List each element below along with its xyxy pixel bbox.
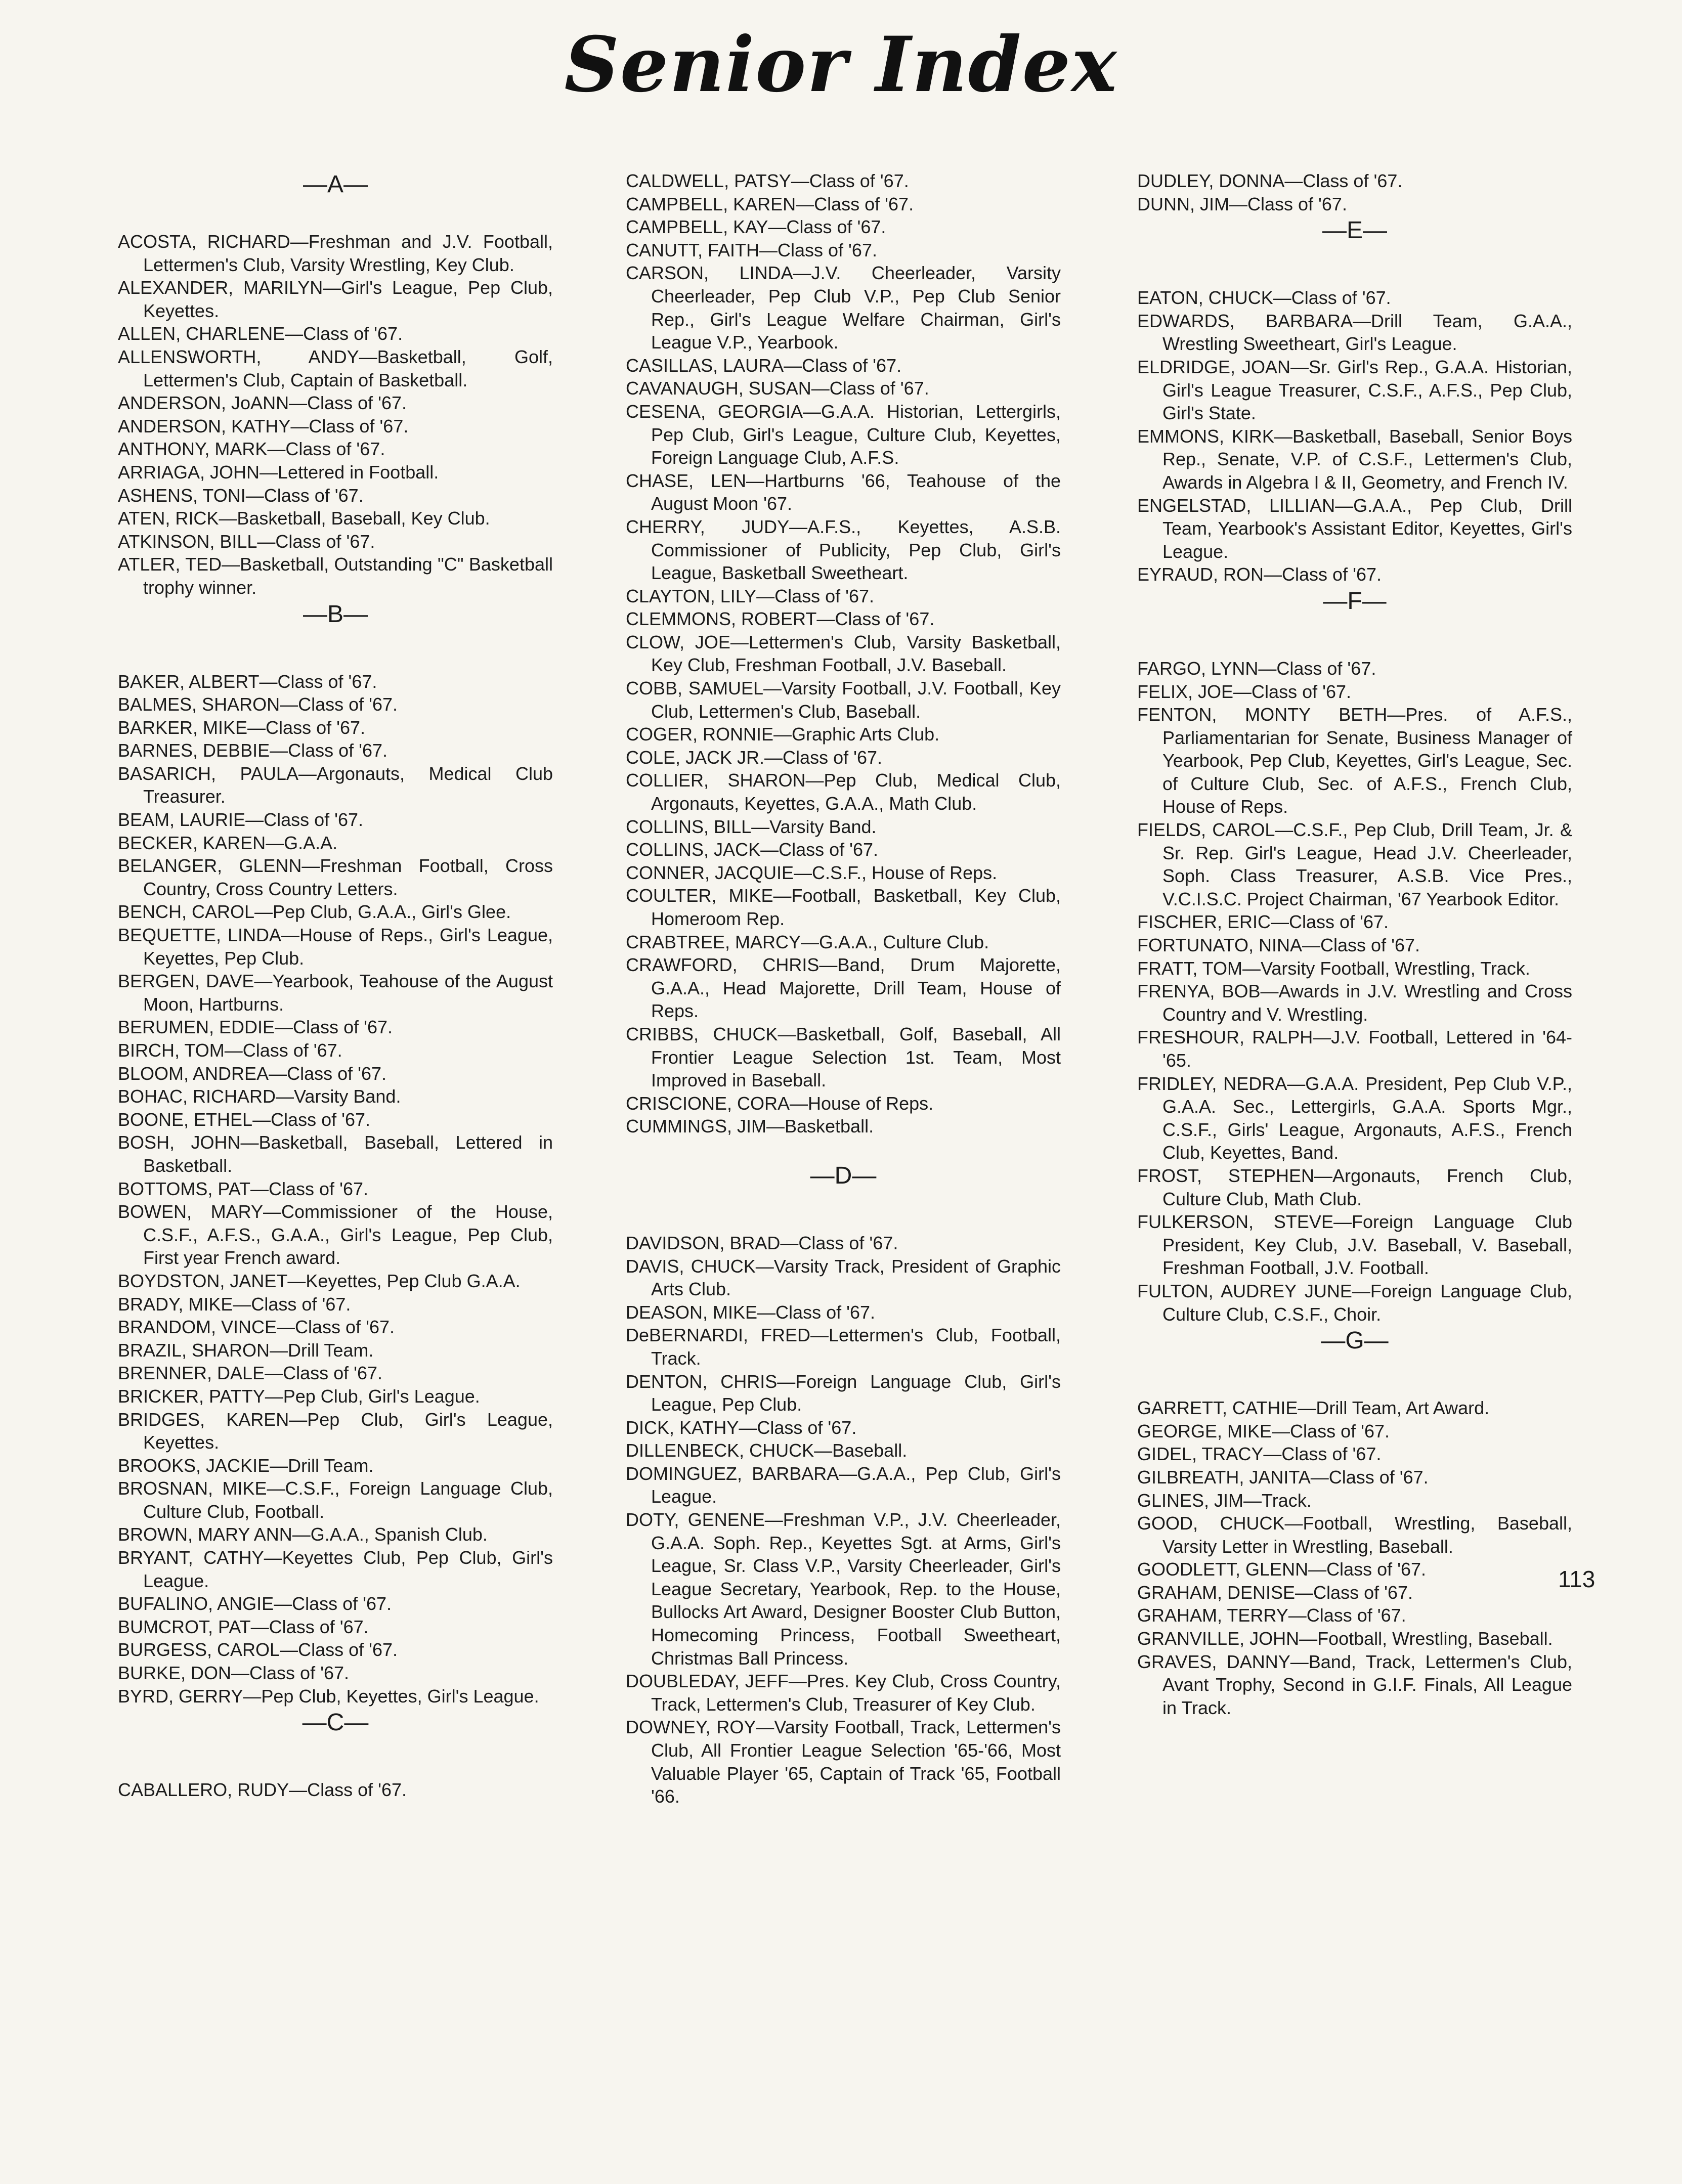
index-entry: FISCHER, ERIC—Class of '67.: [1137, 911, 1389, 933]
index-entry: CABALLERO, RUDY—Class of '67.: [118, 1779, 407, 1801]
index-entry: BARKER, MIKE—Class of '67.: [118, 717, 366, 738]
section-letter-heading: —D—: [810, 1162, 877, 1189]
index-entry: DUDLEY, DONNA—Class of '67.: [1137, 170, 1403, 191]
index-entry: DICK, KATHY—Class of '67.: [626, 1417, 857, 1438]
index-entry: BLOOM, ANDREA—Class of '67.: [118, 1063, 387, 1084]
section-letter-heading: —C—: [302, 1709, 369, 1736]
index-entry: CESENA, GEORGIA—G.A.A. Historian, Lettergirls, Pep Club, Girl's League, Culture Club, Keyettes, Foreign Language Club, A.F.S.: [626, 401, 1061, 468]
index-entry: GOOD, CHUCK—Football, Wrestling, Baseball, Varsity Letter in Wrestling, Baseball.: [1137, 1513, 1572, 1557]
section-spacer: [626, 1138, 1061, 1161]
index-entry: DOMINGUEZ, BARBARA—G.A.A., Pep Club, Girl's League.: [626, 1463, 1061, 1507]
index-entry: ALLEN, CHARLENE—Class of '67.: [118, 323, 403, 344]
index-entry: BROSNAN, MIKE—C.S.F., Foreign Language Club, Culture Club, Football.: [118, 1478, 553, 1522]
index-entry: CHERRY, JUDY—A.F.S., Keyettes, A.S.B. Commissioner of Publicity, Pep Club, Girl's League, Basketball Sweetheart.: [626, 516, 1061, 584]
index-entry: ACOSTA, RICHARD—Freshman and J.V. Football, Lettermen's Club, Varsity Wrestling, Key Club.: [118, 231, 553, 275]
index-entry: BASARICH, PAULA—Argonauts, Medical Club Treasurer.: [118, 763, 553, 807]
index-entry: FROST, STEPHEN—Argonauts, French Club, Culture Club, Math Club.: [1137, 1165, 1572, 1209]
page-number: 113: [1558, 1566, 1595, 1592]
index-entry: COBB, SAMUEL—Varsity Football, J.V. Football, Key Club, Lettermen's Club, Baseball.: [626, 678, 1061, 722]
index-entry: ENGELSTAD, LILLIAN—G.A.A., Pep Club, Drill Team, Yearbook's Assistant Editor, Keyettes, Girl's League.: [1137, 495, 1572, 562]
index-entry: BROOKS, JACKIE—Drill Team.: [118, 1455, 374, 1476]
index-entry: DILLENBECK, CHUCK—Baseball.: [626, 1440, 908, 1461]
index-entry: BERGEN, DAVE—Yearbook, Teahouse of the August Moon, Hartburns.: [118, 971, 553, 1015]
index-entry: BELANGER, GLENN—Freshman Football, Cross Country, Cross Country Letters.: [118, 855, 553, 899]
index-entry: CHASE, LEN—Hartburns '66, Teahouse of the August Moon '67.: [626, 470, 1061, 514]
index-entry: FRIDLEY, NEDRA—G.A.A. President, Pep Club V.P., G.A.A. Sec., Lettergirls, G.A.A. Sports Mgr., C.S.F., Girls' League, Argonauts, A.F.S., French Club, Keyettes, Band.: [1137, 1073, 1572, 1163]
index-entry: BRADY, MIKE—Class of '67.: [118, 1293, 351, 1315]
index-entry: DAVIS, CHUCK—Varsity Track, President of Graphic Arts Club.: [626, 1255, 1061, 1300]
index-entry: GIDEL, TRACY—Class of '67.: [1137, 1444, 1382, 1465]
index-entry: EATON, CHUCK—Class of '67.: [1137, 287, 1391, 309]
index-entry: BECKER, KAREN—G.A.A.: [118, 832, 338, 853]
index-entry: ATLER, TED—Basketball, Outstanding "C" Basketball trophy winner.: [118, 554, 553, 598]
index-entry: BEQUETTE, LINDA—House of Reps., Girl's League, Keyettes, Pep Club.: [118, 925, 553, 969]
index-entry: CANUTT, FAITH—Class of '67.: [626, 239, 877, 260]
index-entry: DeBERNARDI, FRED—Lettermen's Club, Football, Track.: [626, 1325, 1061, 1369]
index-entry: BUMCROT, PAT—Class of '67.: [118, 1616, 369, 1637]
index-entry: CLEMMONS, ROBERT—Class of '67.: [626, 608, 935, 630]
index-entry: ASHENS, TONI—Class of '67.: [118, 485, 364, 506]
index-entry: GLINES, JIM—Track.: [1137, 1490, 1312, 1511]
index-entry: CAMPBELL, KAREN—Class of '67.: [626, 193, 914, 214]
section-letter-heading: —G—: [1321, 1327, 1389, 1355]
index-entry: BRAZIL, SHARON—Drill Team.: [118, 1339, 374, 1361]
index-entry: CARSON, LINDA—J.V. Cheerleader, Varsity Cheerleader, Pep Club V.P., Pep Club Senior Rep., Girl's League Welfare Chairman, Girl's League V.P., Yearbook.: [626, 263, 1061, 353]
index-entry: BEAM, LAURIE—Class of '67.: [118, 809, 364, 831]
index-entry: COGER, RONNIE—Graphic Arts Club.: [626, 724, 940, 745]
page-title: Senior Index: [564, 20, 1118, 109]
section-letter-heading: —A—: [303, 171, 368, 198]
index-entry: GARRETT, CATHIE—Drill Team, Art Award.: [1137, 1397, 1490, 1419]
index-entry: BYRD, GERRY—Pep Club, Keyettes, Girl's League.: [118, 1685, 539, 1707]
index-entry: BOHAC, RICHARD—Varsity Band.: [118, 1086, 401, 1107]
index-entry: CAVANAUGH, SUSAN—Class of '67.: [626, 378, 929, 399]
index-entry: FELIX, JOE—Class of '67.: [1137, 681, 1352, 702]
index-entry: CRISCIONE, CORA—House of Reps.: [626, 1093, 934, 1114]
index-entry: CRIBBS, CHUCK—Basketball, Golf, Baseball, All Frontier League Selection 1st. Team, Most Improved in Baseball.: [626, 1023, 1061, 1091]
index-entry: CONNER, JACQUIE—C.S.F., House of Reps.: [626, 862, 998, 883]
index-entry: CAMPBELL, KAY—Class of '67.: [626, 216, 886, 238]
index-entry: DAVIDSON, BRAD—Class of '67.: [626, 1232, 898, 1253]
index-entry: CLOW, JOE—Lettermen's Club, Varsity Basketball, Key Club, Freshman Football, J.V. Baseball.: [626, 631, 1061, 676]
index-column-1: [118, 169, 553, 1802]
index-entry: ATEN, RICK—Basketball, Baseball, Key Club.: [118, 508, 490, 529]
index-entry: CASILLAS, LAURA—Class of '67.: [626, 355, 902, 376]
index-entry: BERUMEN, EDDIE—Class of '67.: [118, 1017, 393, 1038]
index-entry: FARGO, LYNN—Class of '67.: [1137, 658, 1376, 679]
index-entry: BOYDSTON, JANET—Keyettes, Pep Club G.A.A.: [118, 1270, 521, 1291]
index-entry: BOWEN, MARY—Commissioner of the House, C.S.F., A.F.S., G.A.A., Girl's League, Pep Club, First year French award.: [118, 1201, 553, 1269]
index-entry: GRAHAM, TERRY—Class of '67.: [1137, 1605, 1406, 1626]
index-entry: GOODLETT, GLENN—Class of '67.: [1137, 1559, 1427, 1580]
index-entry: BROWN, MARY ANN—G.A.A., Spanish Club.: [118, 1524, 488, 1545]
index-entry: DENTON, CHRIS—Foreign Language Club, Girl's League, Pep Club.: [626, 1371, 1061, 1415]
index-entry: GRAVES, DANNY—Band, Track, Lettermen's Club, Avant Trophy, Second in G.I.F. Finals, All League in Track.: [1137, 1651, 1572, 1718]
index-column-2: [626, 169, 1061, 1808]
index-entry: BRIDGES, KAREN—Pep Club, Girl's League, Keyettes.: [118, 1409, 553, 1453]
section-letter-heading: —F—: [1323, 587, 1387, 615]
index-entry: BURGESS, CAROL—Class of '67.: [118, 1639, 398, 1661]
index-entry: ELDRIDGE, JOAN—Sr. Girl's Rep., G.A.A. Historian, Girl's League Treasurer, C.S.F., A.F.S., Pep Club, Girl's State.: [1137, 356, 1572, 424]
index-entry: CRAWFORD, CHRIS—Band, Drum Majorette, G.A.A., Head Majorette, Drill Team, House of Reps.: [626, 954, 1061, 1022]
index-entry: DOTY, GENENE—Freshman V.P., J.V. Cheerleader, G.A.A. Soph. Rep., Keyettes Sgt. at Arms, Girl's League, Sr. Class V.P., Varsity Cheerleader, Girl's League Secretary, Yearbook, Rep. to the House, Bullocks Art Award, Designer Booster Club Button, Homecoming Princess, Football Sweetheart, Christmas Ball Princess.: [626, 1509, 1061, 1669]
index-column-3: [1137, 169, 1572, 1719]
index-entry: ANDERSON, KATHY—Class of '67.: [118, 415, 409, 436]
index-entry: ALEXANDER, MARILYN—Girl's League, Pep Club, Keyettes.: [118, 277, 553, 321]
index-entry: BAKER, ALBERT—Class of '67.: [118, 671, 377, 692]
index-entry: CRABTREE, MARCY—G.A.A., Culture Club.: [626, 931, 989, 952]
index-entry: GILBREATH, JANITA—Class of '67.: [1137, 1466, 1429, 1488]
index-entry: BENCH, CAROL—Pep Club, G.A.A., Girl's Glee.: [118, 901, 511, 923]
index-entry: DOUBLEDAY, JEFF—Pres. Key Club, Cross Country, Track, Lettermen's Club, Treasurer of Key Club.: [626, 1671, 1061, 1715]
index-entry: GRAHAM, DENISE—Class of '67.: [1137, 1582, 1413, 1603]
index-entry: BRYANT, CATHY—Keyettes Club, Pep Club, Girl's League.: [118, 1547, 553, 1591]
index-entry: BURKE, DON—Class of '67.: [118, 1663, 349, 1684]
index-entry: DUNN, JIM—Class of '67.: [1137, 193, 1347, 214]
index-entry: COULTER, MIKE—Football, Basketball, Key Club, Homeroom Rep.: [626, 885, 1061, 929]
index-entry: BIRCH, TOM—Class of '67.: [118, 1040, 342, 1061]
index-entry: COLLIER, SHARON—Pep Club, Medical Club, Argonauts, Keyettes, G.A.A., Math Club.: [626, 770, 1061, 814]
index-entry: FENTON, MONTY BETH—Pres. of A.F.S., Parliamentarian for Senate, Business Manager of Yearbook, Pep Club, Keyettes, Girl's League, Sec. of Culture Club, Sec. of A.F.S., French Club, House of Reps.: [1137, 704, 1572, 817]
index-entry: ALLENSWORTH, ANDY—Basketball, Golf, Lettermen's Club, Captain of Basketball.: [118, 346, 553, 390]
index-entry: COLLINS, JACK—Class of '67.: [626, 839, 879, 860]
index-entry: GRANVILLE, JOHN—Football, Wrestling, Baseball.: [1137, 1628, 1553, 1649]
index-entry: BRANDOM, VINCE—Class of '67.: [118, 1317, 395, 1338]
index-entry: ANDERSON, JoANN—Class of '67.: [118, 392, 407, 414]
index-entry: BARNES, DEBBIE—Class of '67.: [118, 740, 388, 761]
index-entry: CALDWELL, PATSY—Class of '67.: [626, 170, 909, 191]
section-letter-heading: —B—: [303, 600, 368, 628]
index-entry: BOTTOMS, PAT—Class of '67.: [118, 1178, 368, 1199]
index-entry: FRESHOUR, RALPH—J.V. Football, Lettered in '64-'65.: [1137, 1027, 1572, 1071]
index-entry: COLLINS, BILL—Varsity Band.: [626, 816, 877, 837]
index-entry: EYRAUD, RON—Class of '67.: [1137, 564, 1382, 585]
index-entry: FRATT, TOM—Varsity Football, Wrestling, Track.: [1137, 957, 1530, 979]
index-entry: BRICKER, PATTY—Pep Club, Girl's League.: [118, 1385, 480, 1407]
index-entry: DOWNEY, ROY—Varsity Football, Track, Lettermen's Club, All Frontier League Selection '65-'66, Most Valuable Player '65, Captain of Track '65, Football '66.: [626, 1717, 1061, 1807]
index-entry: EDWARDS, BARBARA—Drill Team, G.A.A., Wrestling Sweetheart, Girl's League.: [1137, 310, 1572, 355]
index-entry: CUMMINGS, JIM—Basketball.: [626, 1116, 874, 1137]
index-entry: ANTHONY, MARK—Class of '67.: [118, 439, 385, 460]
index-entry: CLAYTON, LILY—Class of '67.: [626, 585, 875, 606]
index-entry: FRENYA, BOB—Awards in J.V. Wrestling and Cross Country and V. Wrestling.: [1137, 981, 1572, 1025]
index-entry: FORTUNATO, NINA—Class of '67.: [1137, 935, 1420, 956]
index-entry: BOSH, JOHN—Basketball, Baseball, Lettered in Basketball.: [118, 1132, 553, 1176]
index-entry: EMMONS, KIRK—Basketball, Baseball, Senior Boys Rep., Senate, V.P. of C.S.F., Lettermen's Club, Awards in Algebra I & II, Geometry, and French IV.: [1137, 425, 1572, 493]
index-entry: BALMES, SHARON—Class of '67.: [118, 694, 398, 715]
index-entry: FIELDS, CAROL—C.S.F., Pep Club, Drill Team, Jr. & Sr. Rep. Girl's League, Head J.V. Cheerleader, Soph. Class Treasurer, A.S.B. Vice Pres., V.C.I.S.C. Project Chairman, '67 Yearbook Editor.: [1137, 819, 1572, 909]
index-entry: BUFALINO, ANGIE—Class of '67.: [118, 1593, 392, 1614]
index-entry: GEORGE, MIKE—Class of '67.: [1137, 1420, 1390, 1442]
index-entry: FULTON, AUDREY JUNE—Foreign Language Club, Culture Club, C.S.F., Choir.: [1137, 1280, 1572, 1325]
index-entry: DEASON, MIKE—Class of '67.: [626, 1301, 876, 1323]
index-entry: ATKINSON, BILL—Class of '67.: [118, 531, 375, 552]
index-entry: BOONE, ETHEL—Class of '67.: [118, 1109, 371, 1130]
section-letter-heading: —E—: [1322, 217, 1387, 244]
index-entry: BRENNER, DALE—Class of '67.: [118, 1363, 383, 1384]
index-entry: COLE, JACK JR.—Class of '67.: [626, 747, 883, 768]
index-entry: FULKERSON, STEVE—Foreign Language Club President, Key Club, J.V. Baseball, V. Baseball, Freshman Football, J.V. Football.: [1137, 1211, 1572, 1279]
index-entry: ARRIAGA, JOHN—Lettered in Football.: [118, 461, 439, 483]
